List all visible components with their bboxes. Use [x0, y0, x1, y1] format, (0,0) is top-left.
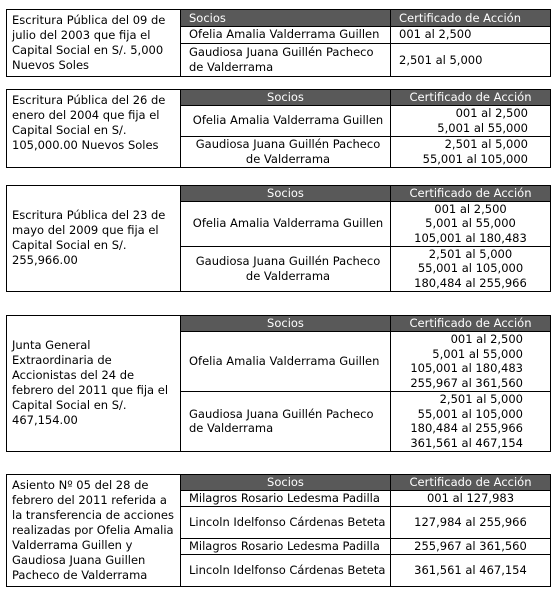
socio-name: Gaudiosa Juana Guillén Pacheco de Valderrama [181, 43, 391, 76]
block-description: Escritura Pública del 09 de julio del 2003 que fija el Capital Social en S/. 5,000 Nuevos Soles [6, 9, 180, 77]
socio-name: Gaudiosa Juana Guillén Pacheco de Valderrama [181, 391, 391, 451]
header-socios: Socios [181, 10, 391, 27]
table-row [181, 201, 551, 246]
table-row [181, 105, 551, 136]
socio-name: Milagros Rosario Ledesma Padilla [181, 490, 391, 506]
certificado-range: 361,561 al 467,154 [410, 435, 523, 450]
certificado-cell [391, 136, 551, 167]
table-row [181, 555, 551, 587]
registro-block-1 [6, 9, 551, 77]
certificado-cell [391, 43, 551, 76]
header-socios: Socios [181, 475, 391, 491]
certificado-cell [391, 331, 551, 391]
socio-name: Ofelia Amalia Valderrama Guillen [181, 201, 391, 246]
socio-name: Ofelia Amalia Valderrama Guillen [181, 331, 391, 391]
socio-name: Gaudiosa Juana Guillén Pacheco de Valderrama [181, 136, 391, 167]
certificado-range: 5,001 al 55,000 [437, 120, 528, 135]
block-description: Junta General Extraordinaria de Accionistas del 24 de febrero del 2011 que fija el Capital Social en S/. 467,154.00 [6, 315, 180, 452]
socio-name: Ofelia Amalia Valderrama Guillen [181, 26, 391, 43]
certificado-cell [391, 538, 551, 554]
header-certificado: Certificado de Acción [391, 316, 551, 332]
certificado-range: 55,001 al 105,000 [422, 151, 528, 166]
table-header-row [181, 316, 551, 332]
socios-table [180, 185, 551, 292]
socio-name: Lincoln Idelfonso Cárdenas Beteta [181, 507, 391, 539]
certificado-range: 127,984 al 255,966 [414, 515, 527, 530]
certificado-range: 105,001 al 180,483 [414, 230, 527, 245]
table-row [181, 391, 551, 451]
socio-name: Ofelia Amalia Valderrama Guillen [181, 105, 391, 136]
certificado-range: 180,484 al 255,966 [410, 421, 523, 435]
table-header-row [181, 186, 551, 202]
header-certificado: Certificado de Acción [391, 10, 551, 27]
header-socios: Socios [181, 186, 391, 202]
socio-name: Gaudiosa Juana Guillén Pacheco de Valderrama [181, 246, 391, 291]
header-certificado: Certificado de Acción [391, 186, 551, 202]
table-row [181, 26, 551, 43]
block-description: Escritura Pública del 23 de mayo del 2009 que fija el Capital Social en S/. 255,966.00 [6, 185, 180, 292]
certificado-range: 55,001 al 105,000 [417, 406, 523, 421]
certificado-range: 255,967 al 361,560 [414, 539, 527, 554]
certificado-range: 001 al 2,500 [399, 27, 472, 42]
certificado-cell [391, 490, 551, 506]
certificado-range: 5,001 al 55,000 [432, 346, 523, 361]
table-row [181, 331, 551, 391]
table-row [181, 490, 551, 506]
table-header-row [181, 475, 551, 491]
registro-block-4 [6, 315, 551, 452]
certificado-range: 105,001 al 180,483 [410, 361, 523, 375]
registro-block-2 [6, 89, 551, 168]
block-description: Asiento Nº 05 del 28 de febrero del 2011 referida a la transferencia de acciones realizadas por Ofelia Amalia Valderrama Guillen y Gaudiosa Juana Guillen Pacheco de Valderrama [6, 474, 180, 587]
socio-name: Milagros Rosario Ledesma Padilla [181, 538, 391, 554]
header-socios: Socios [181, 90, 391, 106]
certificado-cell [391, 391, 551, 451]
block-description: Escritura Pública del 26 de enero del 2004 que fija el Capital Social en S/. 105,000.00 Nuevos Soles [6, 89, 180, 168]
socios-table [180, 9, 551, 77]
table-header-row [181, 10, 551, 27]
table-row [181, 538, 551, 554]
table-header-row [181, 90, 551, 106]
certificado-range: 5,001 al 55,000 [425, 216, 516, 231]
certificado-range: 2,501 al 5,000 [444, 137, 528, 151]
certificado-cell [391, 105, 551, 136]
certificado-range: 255,967 al 361,560 [410, 375, 523, 390]
certificado-range: 001 al 2,500 [434, 201, 507, 216]
header-certificado: Certificado de Acción [391, 475, 551, 491]
registro-block-3 [6, 185, 551, 292]
certificado-range: 001 al 127,983 [426, 491, 515, 506]
certificado-range: 001 al 2,500 [450, 332, 523, 346]
socios-table [180, 474, 551, 587]
certificado-cell [391, 26, 551, 43]
certificado-range: 2,501 al 5,000 [439, 392, 523, 406]
certificado-cell [391, 201, 551, 246]
socios-table [180, 315, 551, 452]
socios-table [180, 89, 551, 168]
header-socios: Socios [181, 316, 391, 332]
certificado-range: 2,501 al 5,000 [399, 52, 483, 67]
table-row [181, 136, 551, 167]
certificado-range: 001 al 2,500 [455, 106, 528, 120]
certificado-range: 55,001 al 105,000 [417, 261, 524, 276]
registro-block-5 [6, 474, 551, 587]
table-row [181, 43, 551, 76]
certificado-cell [391, 246, 551, 291]
certificado-range: 2,501 al 5,000 [428, 246, 513, 261]
table-row [181, 246, 551, 291]
header-certificado: Certificado de Acción [391, 90, 551, 106]
certificado-range: 180,484 al 255,966 [414, 275, 527, 290]
socio-name: Lincoln Idelfonso Cárdenas Beteta [181, 555, 391, 587]
certificado-range: 361,561 al 467,154 [414, 563, 527, 578]
certificado-cell [391, 507, 551, 539]
certificado-cell [391, 555, 551, 587]
table-row [181, 507, 551, 539]
